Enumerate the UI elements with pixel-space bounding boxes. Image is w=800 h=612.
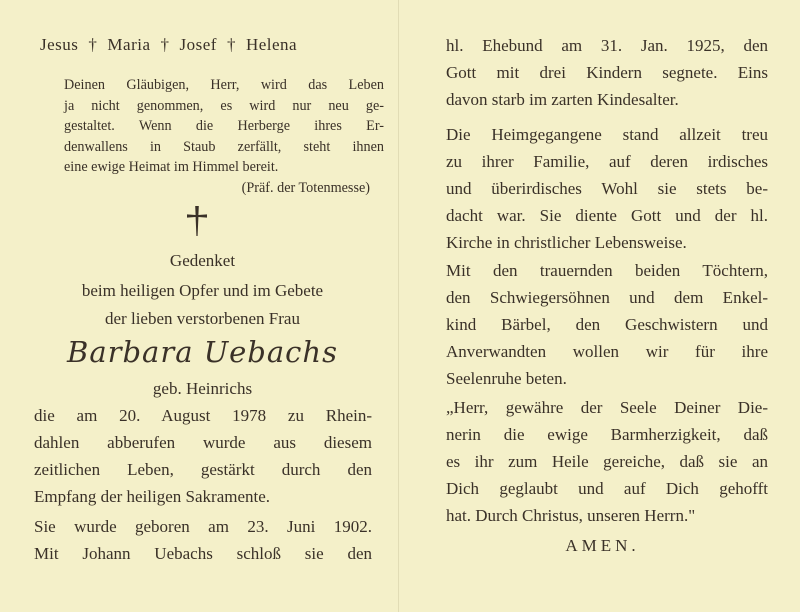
- amen-closing: AMEN.: [565, 536, 640, 555]
- quote-line: gestaltet. Wenn die Herberge ihres Er-: [64, 118, 384, 134]
- paragraph-line: „Herr, gewähre der Seele Deiner Die-: [446, 398, 768, 417]
- paragraph-line: es ihr zum Heile gereiche, daß sie an: [446, 452, 768, 471]
- birth-paragraph: [34, 513, 372, 567]
- death-paragraph: [34, 402, 372, 510]
- paragraph-line: kind Bärbel, den Geschwistern und: [446, 315, 768, 334]
- mourners-paragraph: [446, 257, 768, 392]
- invocation-josef: Josef: [179, 35, 217, 54]
- marriage-paragraph: [446, 32, 768, 113]
- quote-line: ja nicht genommen, es wird nur neu ge-: [64, 97, 384, 114]
- announcement-line-3: der lieben verstorbenen Frau: [105, 309, 300, 328]
- paragraph-line: Anverwandten wollen wir für ihre: [446, 342, 768, 361]
- announcement-gedenket: Gedenket: [169, 251, 236, 270]
- announcement-line-2: beim heiligen Opfer und im Gebete: [81, 281, 324, 300]
- paragraph-line: dacht war. Sie diente Gott und der hl.: [446, 206, 768, 225]
- paragraph-line: Mit den trauernden beiden Töchtern,: [446, 261, 768, 280]
- paragraph-line: Die Heimgegangene stand allzeit treu: [446, 125, 768, 144]
- paragraph-line: Dich geglaubt und auf Dich gehofft: [446, 479, 768, 498]
- paragraph-line: den Schwiegersöhnen und dem Enkel-: [446, 288, 768, 307]
- paragraph-line: hat. Durch Christus, unseren Herrn.": [446, 506, 696, 525]
- fold-line: [398, 0, 399, 612]
- prayer-paragraph: [446, 394, 768, 529]
- paragraph-line: Sie wurde geboren am 23. Juni 1902.: [34, 517, 372, 536]
- paragraph-line: Seelenruhe beten.: [446, 369, 567, 388]
- paragraph-line: die am 20. August 1978 zu Rhein-: [34, 406, 372, 425]
- maiden-name: geb. Heinrichs: [152, 379, 253, 398]
- paragraph-line: zu ihrer Familie, auf deren irdisches: [446, 152, 768, 171]
- paragraph-line: Mit Johann Uebachs schloß sie den: [34, 544, 372, 563]
- liturgy-quote: [64, 75, 384, 198]
- family-paragraph: [446, 121, 768, 256]
- small-cross-icon: †: [88, 35, 98, 54]
- invocation-line: [40, 35, 370, 55]
- paragraph-line: zeitlichen Leben, gestärkt durch den: [34, 460, 372, 479]
- small-cross-icon: †: [226, 35, 236, 54]
- invocation-maria: Maria: [107, 35, 151, 54]
- paragraph-line: davon starb im zarten Kindesalter.: [446, 90, 679, 109]
- invocation-helena: Helena: [245, 35, 298, 54]
- cross-icon: [186, 206, 208, 236]
- paragraph-line: und überirdisches Wohl sie stets be-: [446, 179, 768, 198]
- quote-line: eine ewige Heimat im Himmel bereit.: [64, 159, 279, 175]
- quote-source: (Präf. der Totenmesse): [241, 179, 370, 196]
- invocation-jesus: Jesus: [40, 35, 79, 54]
- paragraph-line: Gott mit drei Kindern segnete. Eins: [446, 63, 768, 82]
- deceased-name: Barbara Uebachs: [67, 335, 338, 369]
- paragraph-line: hl. Ehebund am 31. Jan. 1925, den: [446, 36, 768, 55]
- paragraph-line: dahlen abberufen wurde aus diesem: [34, 433, 372, 452]
- small-cross-icon: †: [160, 35, 170, 54]
- quote-line: denwallens in Staub zerfällt, steht ihnen: [64, 138, 384, 155]
- paragraph-line: nerin die ewige Barmherzigkeit, daß: [446, 425, 768, 444]
- quote-line: Deinen Gläubigen, Herr, wird das Leben: [64, 77, 384, 93]
- paragraph-line: Kirche in christlicher Lebensweise.: [446, 233, 687, 252]
- paragraph-line: Empfang der heiligen Sakramente.: [34, 487, 271, 506]
